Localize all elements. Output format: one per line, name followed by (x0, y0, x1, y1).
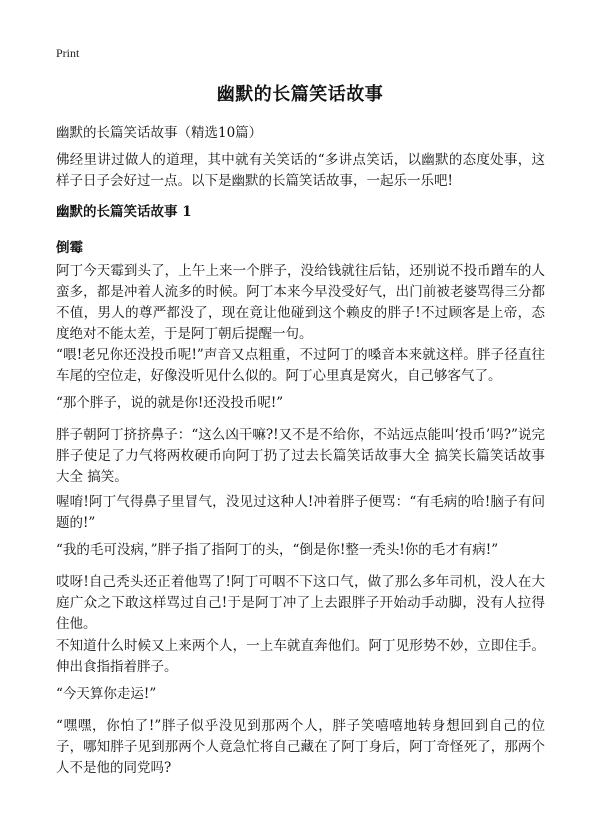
paragraph-6: “我的毛可没病，”胖子指了指阿丁的头，“倒是你!整一秃头!你的毛才有病!” (56, 542, 499, 558)
paragraph-4: 胖子朝阿丁挤挤鼻子：“这么凶干嘛?!又不是不给你，不站远点能叫‘投币’吗?”说完胖子使足了力气将两枚硬币向阿丁扔了过去长篇笑话故事大全 搞笑长篇笑话故事大全 搞笑。 (56, 427, 545, 485)
paragraph-7: 哎呀!自己秃头还正着他骂了!阿丁可咽不下这口气，做了那么多年司机，没人在大庭广众之下敢这样骂过自己!于是阿丁冲了上去跟胖子开始动手动脚，没有人拉得住他。 (56, 574, 545, 632)
paragraph-9: “今天算你走运!” (56, 686, 157, 702)
intro-paragraph: 佛经里讲过做人的道理，其中就有关笑话的“多讲点笑话，以幽默的态度处事，这样子日子会好过一点。以下是幽默的长篇笑话故事，一起乐一乐吧! (56, 152, 545, 189)
subtitle: 幽默的长篇笑话故事（精选10篇） (56, 125, 263, 141)
page-title: 幽默的长篇笑话故事 (216, 84, 384, 105)
paragraph-1: 阿丁今天霉到头了，上午上来一个胖子，没给钱就往后钻，还别说不投币蹭车的人蛮多，都是冲着人流多的时候。阿丁本来今早没受好气，出门前被老婆骂得三分都不值，男人的尊严都没了，现在竟让他碰到这个赖皮的胖子!不过顾客是上帝，态度绝对不能太差，于是阿丁朝后提醒一句。 (56, 263, 545, 342)
paragraph-8: 不知道什么时候又上来两个人，一上车就直奔他们。阿丁见形势不妙，立即住手。伸出食指指着胖子。 (56, 638, 545, 675)
paragraph-5: 喔唷!阿丁气得鼻子里冒气，没见过这种人!冲着胖子便骂：“有毛病的哈!脑子有问题的!” (56, 494, 545, 531)
paragraph-2: “喂!老兄你还没投币呢!”声音又点粗重，不过阿丁的嗓音本来就这样。胖子径直往车尾的空位走，好像没听见什么似的。阿丁心里真是窝火，自己够客气了。 (56, 347, 545, 384)
print-link[interactable]: Print (56, 46, 80, 60)
paragraph-10: “嘿嘿，你怕了!”胖子似乎没见到那两个人，胖子笑嘻嘻地转身想回到自己的位子，哪知胖子见到那两个人竟急忙将自己藏在了阿丁身后，阿丁奇怪死了，那两个人不是他的同党吗? (56, 718, 545, 776)
section-heading: 幽默的长篇笑话故事 1 (56, 204, 192, 220)
story-title: 倒霉 (56, 240, 83, 256)
paragraph-3: “那个胖子，说的就是你!还没投币呢!” (56, 395, 284, 411)
